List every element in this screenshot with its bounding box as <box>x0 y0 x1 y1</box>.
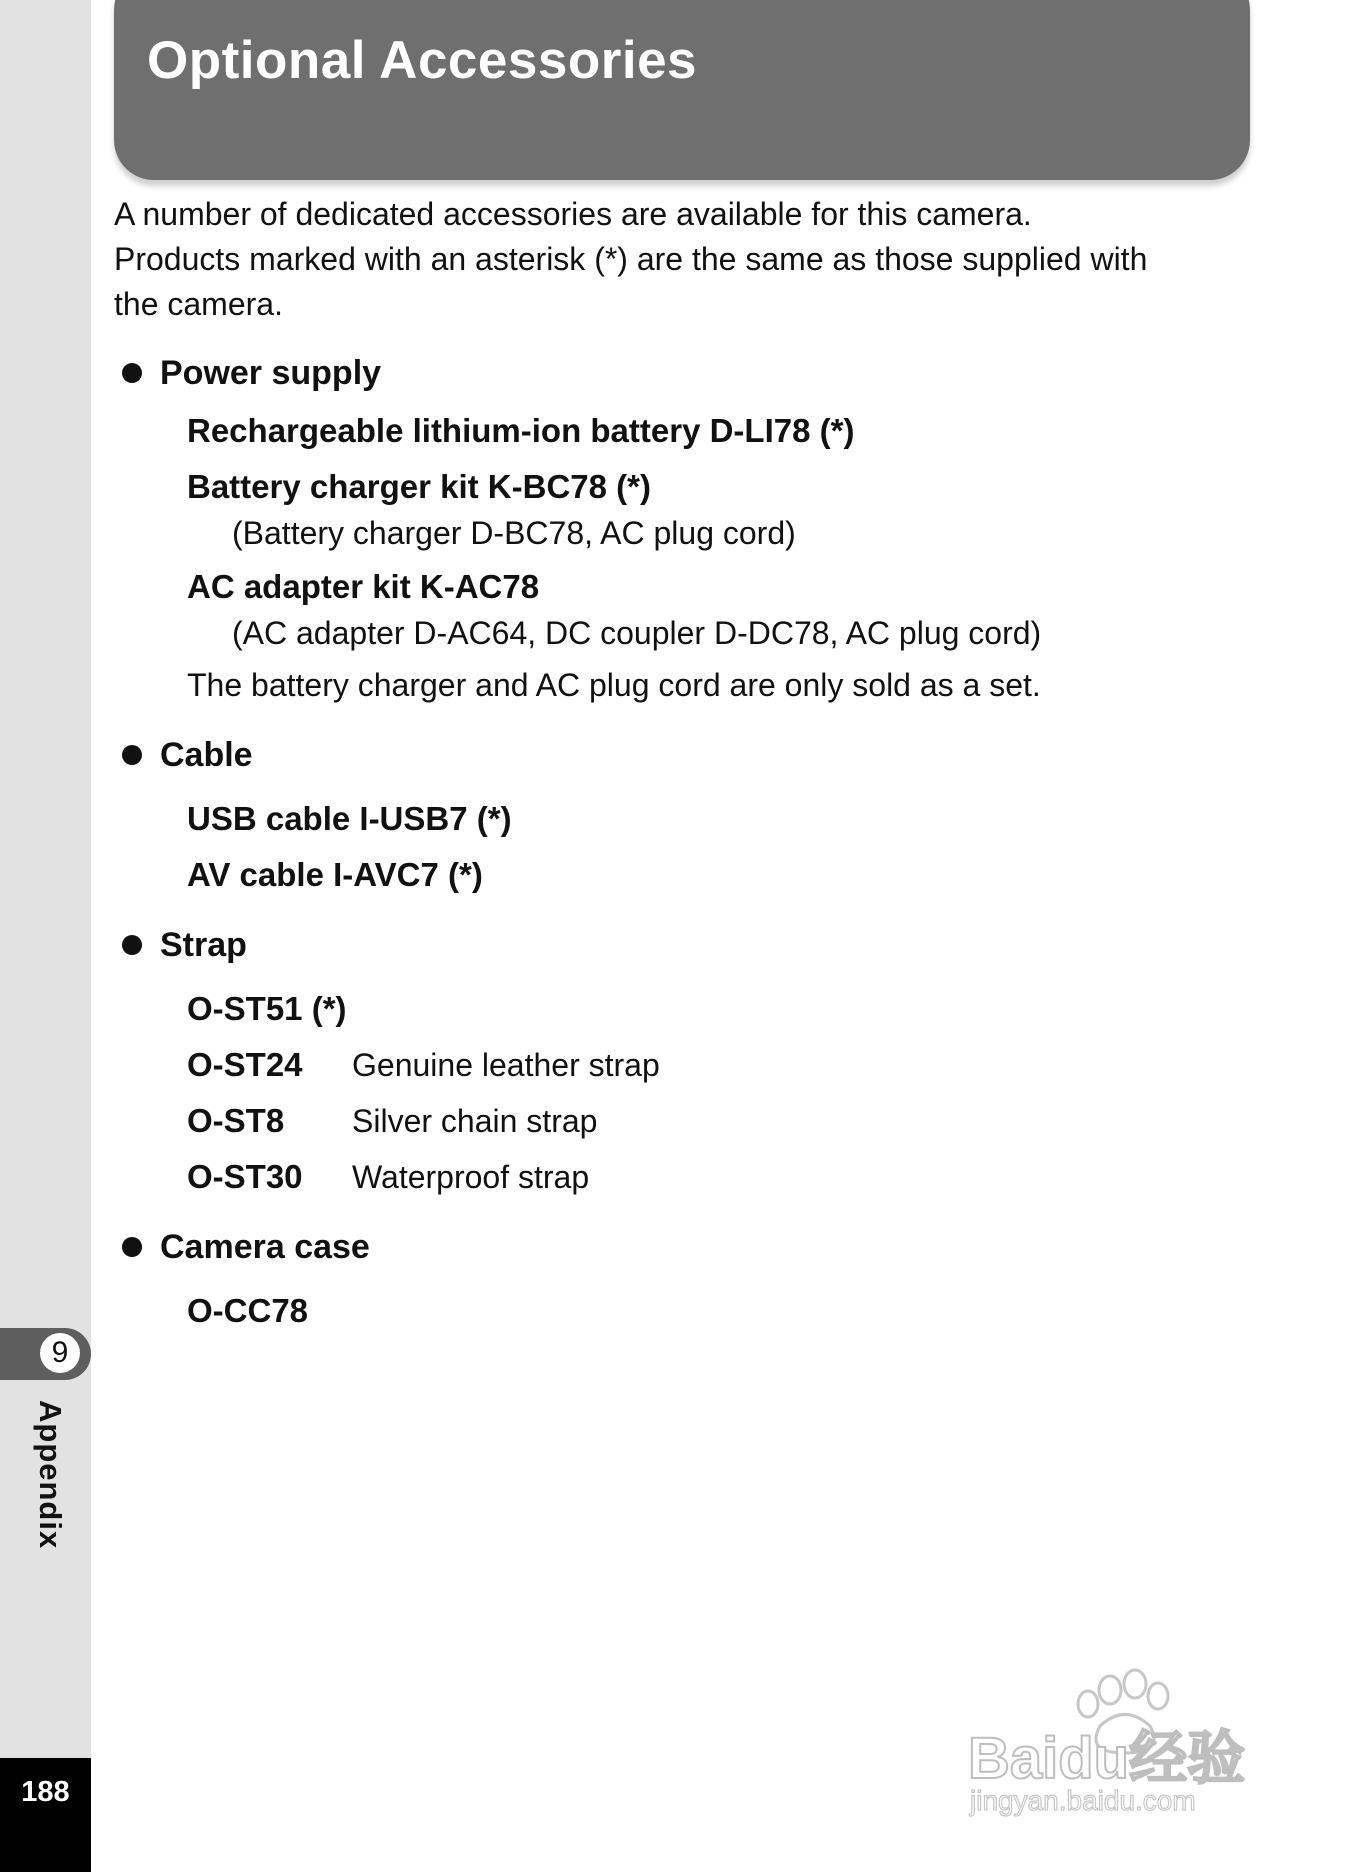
item-title: USB cable I-USB7 (*) <box>187 800 512 837</box>
strap-row <box>187 1041 1264 1089</box>
item-contents: (AC adapter D-AC64, DC coupler D-DC78, AC plug cord) <box>232 615 1042 651</box>
item-contents: (Battery charger D-BC78, AC plug cord) <box>232 515 796 551</box>
strap-code: O-ST8 <box>187 1102 285 1139</box>
strap-row <box>187 985 1264 1033</box>
strap-row <box>187 1153 1264 1201</box>
item-battery <box>187 407 1264 455</box>
bullet-icon <box>122 1237 142 1257</box>
strap-description: Waterproof strap <box>352 1159 590 1195</box>
section-heading <box>114 729 1264 781</box>
power-note: The battery charger and AC plug cord are only sold as a set. <box>187 667 1041 703</box>
strap-description: Genuine leather strap <box>352 1047 660 1083</box>
strap-description: Silver chain strap <box>352 1103 598 1139</box>
section-title: Power supply <box>160 353 382 392</box>
intro-line-1: A number of dedicated accessories are available for this camera. <box>114 196 1032 232</box>
section-strap <box>114 919 1264 1201</box>
bullet-icon <box>122 363 142 383</box>
item-usb-cable <box>187 795 1264 843</box>
bullet-icon <box>122 745 142 765</box>
chapter-label: Appendix <box>33 1400 68 1550</box>
item-charger-kit <box>187 463 1264 555</box>
item-title: O-CC78 <box>187 1292 309 1329</box>
watermark-brand: Baidu经验 <box>968 1726 1246 1791</box>
section-title: Strap <box>160 925 247 964</box>
section-power-supply <box>114 347 1264 709</box>
item-camera-case <box>187 1287 1264 1335</box>
item-title: Rechargeable lithium-ion battery D-LI78 (*) <box>187 412 855 449</box>
section-camera-case <box>114 1221 1264 1335</box>
section-title: Camera case <box>160 1227 370 1266</box>
intro-line-2: Products marked with an asterisk (*) are the same as those supplied with <box>114 241 1148 277</box>
section-title: Cable <box>160 735 253 774</box>
page-title: Optional Accessories <box>147 31 698 90</box>
section-heading <box>114 1221 1264 1273</box>
section-cable <box>114 729 1264 899</box>
sidebar <box>0 0 91 1872</box>
item-title: AC adapter kit K-AC78 <box>187 568 540 605</box>
page-number-box <box>0 1758 91 1872</box>
item-av-cable <box>187 851 1264 899</box>
strap-code: O-ST51 (*) <box>187 990 347 1027</box>
bullet-icon <box>122 935 142 955</box>
item-adapter-kit <box>187 563 1264 655</box>
strap-code: O-ST30 <box>187 1158 303 1195</box>
strap-code: O-ST24 <box>187 1046 303 1083</box>
page-number: 188 <box>21 1776 70 1808</box>
chapter-tab <box>0 1328 91 1380</box>
baidu-watermark <box>960 1668 1300 1818</box>
watermark-url: jingyan.baidu.com <box>970 1785 1196 1816</box>
content <box>114 192 1264 1335</box>
item-title: AV cable I-AVC7 (*) <box>187 856 483 893</box>
intro-line-3: the camera. <box>114 286 283 322</box>
strap-row <box>187 1097 1264 1145</box>
section-heading <box>114 347 1264 399</box>
intro-paragraph <box>114 192 1264 327</box>
item-title: Battery charger kit K-BC78 (*) <box>187 468 651 505</box>
chapter-number: 9 <box>40 1333 80 1373</box>
section-heading <box>114 919 1264 971</box>
